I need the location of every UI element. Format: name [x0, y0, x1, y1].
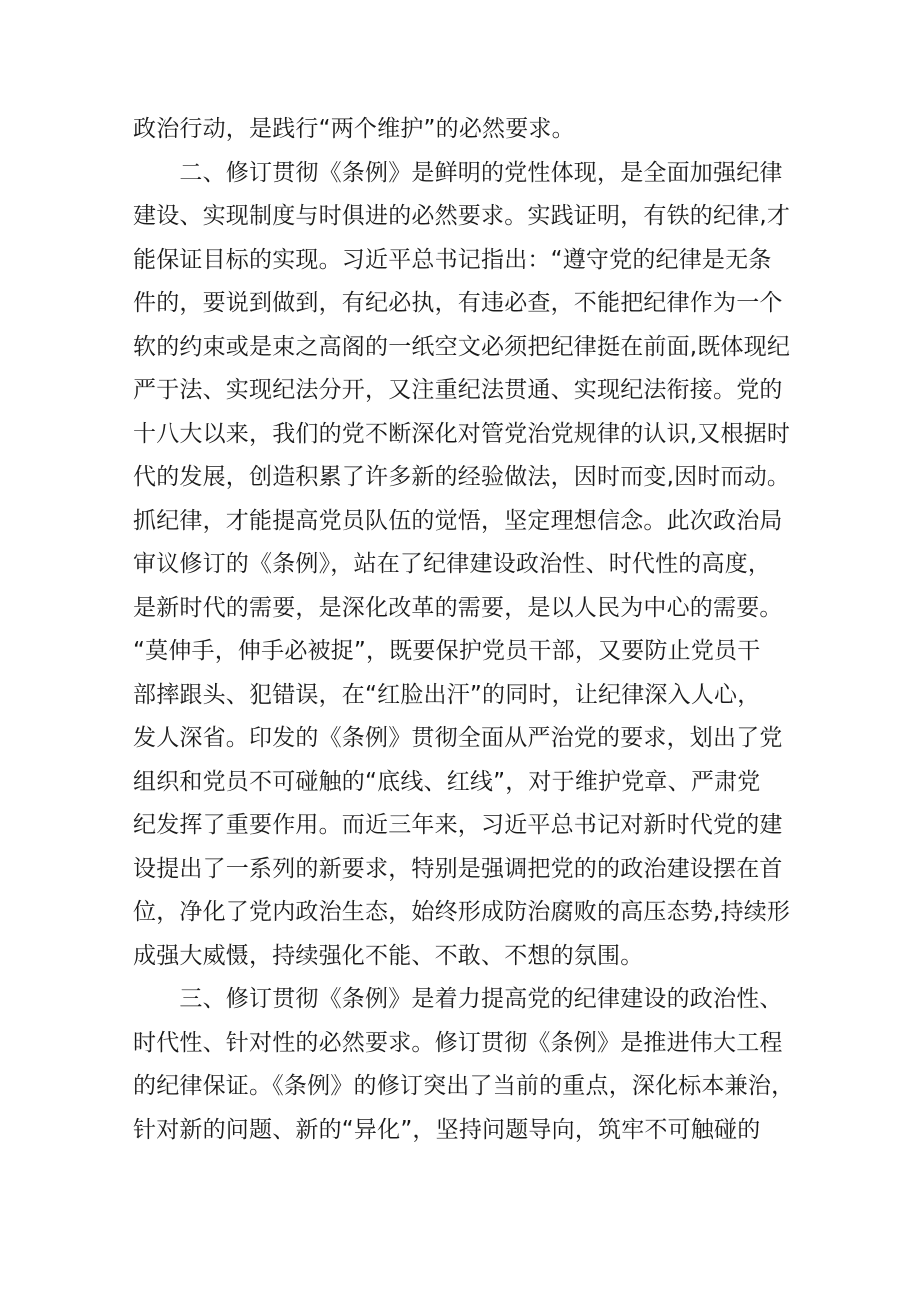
text-line: 组织和党员不可碰触的“底线、红线”，对于维护党章、严肃党: [133, 768, 761, 795]
text-line: 政治行动，是践行“两个维护”的必然要求。: [133, 116, 575, 142]
text-line: 位，净化了党内政治生态，始终形成防治腐败的高压态势,持续形: [133, 899, 791, 925]
text-line: 的纪律保证。《条例》的修订突出了当前的重点，深化标本兼治，: [133, 1073, 795, 1099]
text-line: 代的发展，创造积累了许多新的经验做法，因时而变,因时而动。: [133, 464, 791, 490]
text-line: 二、修订贯彻《条例》是鲜明的党性体现，是全面加强纪律: [133, 159, 783, 186]
text-line: 件的，要说到做到，有纪必执，有违必查，不能把纪律作为一个: [133, 290, 783, 316]
text-line: 发人深省。印发的《条例》贯彻全面从严治党的要求，划出了党: [133, 725, 783, 751]
text-line: “莫伸手，伸手必被捉”，既要保护党员干部，又要防止党员干: [133, 638, 761, 664]
text-line: 三、修订贯彻《条例》是着力提高党的纪律建设的政治性、: [133, 986, 783, 1012]
text-line: 设提出了一系列的新要求，特别是强调把党的的政治建设摆在首: [133, 855, 783, 882]
text-line: 成强大威慑，持续强化不能、不敢、不想的氛围。: [133, 942, 644, 969]
text-line: 针对新的问题、新的“异化”，坚持问题导向，筑牢不可触碰的: [133, 1116, 761, 1143]
text-line: 是新时代的需要，是深化改革的需要，是以人民为中心的需要。: [133, 594, 783, 621]
body-text: [133, 108, 793, 1152]
text-line: 能保证目标的实现。习近平总书记指出：“遵守党的纪律是无条: [133, 246, 772, 273]
text-line: 严于法、实现纪法分开，又注重纪法贯通、实现纪法衔接。党的: [133, 377, 783, 403]
text-line: 抓纪律，才能提高党员队伍的觉悟，坚定理想信念。此次政治局: [133, 507, 783, 534]
text-line: 审议修订的《条例》，站在了纪律建设政治性、时代性的高度，: [133, 551, 772, 577]
text-line: 纪发挥了重要作用。而近三年来，习近平总书记对新时代党的建: [133, 812, 783, 838]
text-line: 建设、实现制度与时俱进的必然要求。实践证明，有铁的纪律,才: [133, 203, 791, 229]
text-line: 时代性、针对性的必然要求。修订贯彻《条例》是推进伟大工程: [133, 1029, 783, 1056]
text-line: 部摔跟头、犯错误，在“红脸出汗”的同时，让纪律深入人心，: [133, 681, 761, 708]
text-line: 十八大以来，我们的党不断深化对管党治党规律的认识,又根据时: [133, 420, 791, 447]
text-line: 软的约束或是束之高阁的一纸空文必须把纪律挺在前面,既体现纪: [133, 333, 791, 360]
